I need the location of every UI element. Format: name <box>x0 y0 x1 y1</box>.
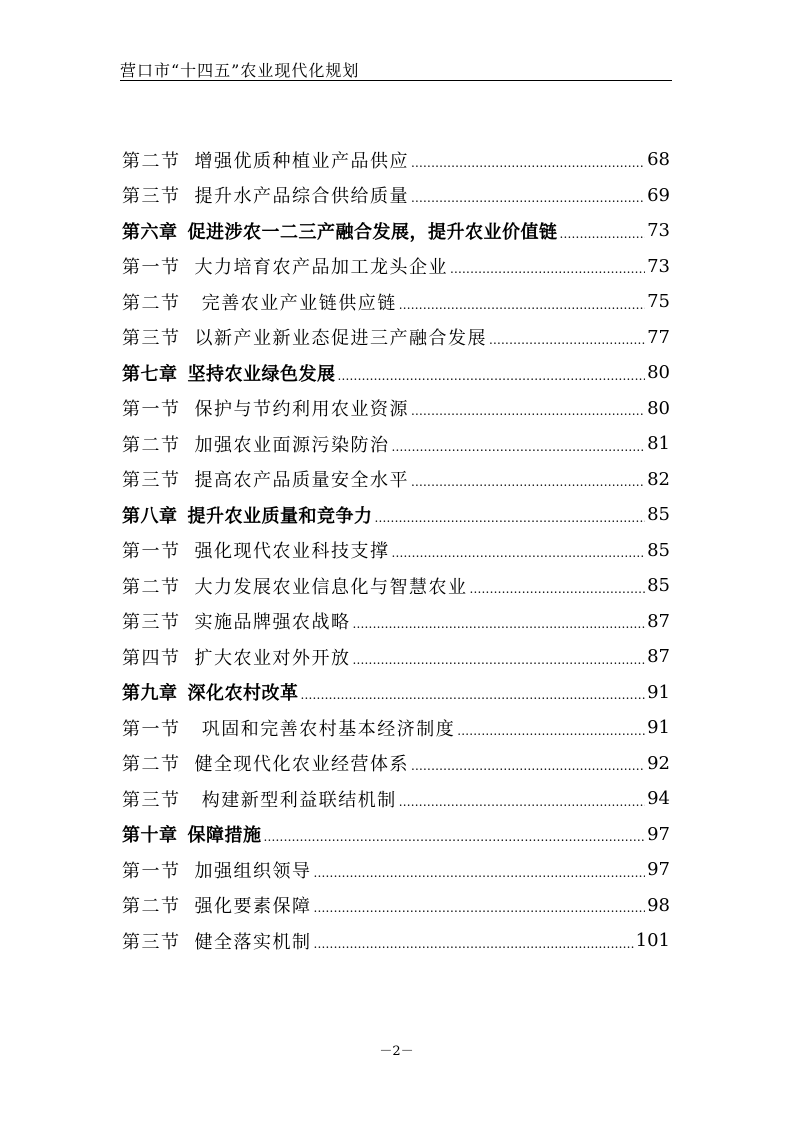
toc-page-number: 97 <box>647 859 670 881</box>
toc-entry-number: 第二节 <box>122 434 181 456</box>
toc-dot-leader <box>375 511 646 533</box>
toc-entry-number: 第三节 <box>122 328 181 350</box>
toc-chapter-entry[interactable] <box>122 497 670 533</box>
toc-entry-number: 第二节 <box>122 754 181 776</box>
toc-entry-number: 第八章 <box>122 505 178 527</box>
toc-entry-title: 健全现代化农业经营体系 <box>194 754 409 776</box>
toc-section-entry[interactable] <box>122 568 670 604</box>
toc-entry-title: 以新产业新业态促进三产融合发展 <box>194 328 487 350</box>
toc-page-number: 91 <box>647 717 670 739</box>
toc-dot-leader <box>411 759 645 781</box>
toc-page-number: 97 <box>647 823 670 845</box>
toc-entry-number: 第七章 <box>122 363 178 385</box>
toc-page-number: 92 <box>647 752 670 774</box>
toc-entry-title: 深化农村改革 <box>187 683 299 705</box>
toc-dot-leader <box>314 937 634 959</box>
toc-section-entry[interactable] <box>122 320 670 356</box>
toc-entry-title: 构建新型利益联结机制 <box>194 789 397 811</box>
toc-dot-leader <box>314 866 646 888</box>
toc-dot-leader <box>392 546 646 568</box>
toc-page-number: 80 <box>647 362 670 384</box>
toc-section-entry[interactable] <box>122 710 670 746</box>
toc-page-number: 81 <box>647 433 670 455</box>
toc-entry-title: 强化要素保障 <box>194 896 312 918</box>
running-header: 营口市“十四五”农业现代化规划 <box>120 61 360 80</box>
toc-page-number: 80 <box>647 397 670 419</box>
toc-entry-title: 提升农业质量和竞争力 <box>187 505 373 527</box>
toc-section-entry[interactable] <box>122 604 670 640</box>
toc-entry-number: 第一节 <box>122 541 181 563</box>
toc-entry-number: 第三节 <box>122 612 181 634</box>
toc-dot-leader <box>264 830 646 852</box>
toc-page-number: 87 <box>647 646 670 668</box>
toc-entry-number: 第二节 <box>122 896 181 918</box>
toc-entry-number: 第一节 <box>122 718 181 740</box>
toc-entry-title: 加强组织领导 <box>194 860 312 882</box>
toc-page-number: 69 <box>647 184 670 206</box>
toc-section-entry[interactable] <box>122 142 670 178</box>
header-divider <box>120 80 672 81</box>
toc-entry-number: 第九章 <box>122 683 178 705</box>
table-of-contents <box>122 142 670 959</box>
toc-dot-leader <box>411 404 645 426</box>
toc-entry-number: 第三节 <box>122 789 181 811</box>
toc-section-entry[interactable] <box>122 391 670 427</box>
toc-section-entry[interactable] <box>122 426 670 462</box>
toc-entry-title: 扩大农业对外开放 <box>194 647 351 669</box>
toc-dot-leader <box>392 440 646 462</box>
toc-entry-number: 第三节 <box>122 931 181 953</box>
toc-dot-leader <box>399 795 645 817</box>
toc-section-entry[interactable] <box>122 249 670 285</box>
toc-dot-leader <box>314 901 646 923</box>
toc-page-number: 101 <box>635 930 670 952</box>
toc-section-entry[interactable] <box>122 178 670 214</box>
toc-entry-number: 第六章 <box>122 221 178 243</box>
toc-chapter-entry[interactable] <box>122 675 670 711</box>
toc-entry-title: 提升水产品综合供给质量 <box>194 186 409 208</box>
toc-page-number: 87 <box>647 610 670 632</box>
toc-page-number: 77 <box>647 326 670 348</box>
toc-section-entry[interactable] <box>122 852 670 888</box>
toc-entry-title: 强化现代农业科技支撑 <box>194 541 390 563</box>
toc-entry-title: 巩固和完善农村基本经济制度 <box>194 718 456 740</box>
toc-dot-leader <box>411 191 645 213</box>
toc-section-entry[interactable] <box>122 923 670 959</box>
toc-section-entry[interactable] <box>122 781 670 817</box>
toc-entry-number: 第四节 <box>122 647 181 669</box>
page-number: －2－ <box>379 1044 414 1059</box>
toc-dot-leader <box>457 724 645 746</box>
toc-entry-title: 完善农业产业链供应链 <box>194 292 397 314</box>
toc-dot-leader <box>450 262 645 284</box>
toc-dot-leader <box>338 369 646 391</box>
toc-entry-title: 实施品牌强农战略 <box>194 612 351 634</box>
toc-section-entry[interactable] <box>122 888 670 924</box>
toc-entry-number: 第二节 <box>122 150 181 172</box>
toc-dot-leader <box>301 688 646 710</box>
toc-entry-title: 坚持农业绿色发展 <box>187 363 336 385</box>
toc-entry-title: 加强农业面源污染防治 <box>194 434 390 456</box>
toc-entry-number: 第十章 <box>122 825 178 847</box>
toc-dot-leader <box>353 653 646 675</box>
toc-entry-number: 第二节 <box>122 292 181 314</box>
toc-chapter-entry[interactable] <box>122 817 670 853</box>
toc-section-entry[interactable] <box>122 462 670 498</box>
toc-entry-number: 第三节 <box>122 470 181 492</box>
toc-page-number: 85 <box>647 539 670 561</box>
toc-page-number: 91 <box>647 681 670 703</box>
toc-dot-leader <box>353 617 646 639</box>
toc-section-entry[interactable] <box>122 284 670 320</box>
toc-section-entry[interactable] <box>122 533 670 569</box>
toc-page-number: 68 <box>647 149 670 171</box>
toc-entry-number: 第一节 <box>122 257 181 279</box>
toc-dot-leader <box>470 582 646 604</box>
toc-chapter-entry[interactable] <box>122 355 670 391</box>
toc-page-number: 85 <box>647 575 670 597</box>
toc-page-number: 73 <box>647 255 670 277</box>
toc-page-number: 98 <box>647 894 670 916</box>
toc-dot-leader <box>560 227 646 249</box>
toc-section-entry[interactable] <box>122 746 670 782</box>
toc-entry-title: 保障措施 <box>187 825 262 847</box>
toc-dot-leader <box>489 333 645 355</box>
toc-page-number: 75 <box>647 291 670 313</box>
toc-dot-leader <box>399 298 645 320</box>
toc-entry-title: 健全落实机制 <box>194 931 312 953</box>
toc-dot-leader <box>411 475 645 497</box>
toc-page-number: 94 <box>647 788 670 810</box>
toc-entry-title: 提高农产品质量安全水平 <box>194 470 409 492</box>
toc-section-entry[interactable] <box>122 639 670 675</box>
toc-entry-number: 第二节 <box>122 576 181 598</box>
toc-entry-title: 大力发展农业信息化与智慧农业 <box>194 576 468 598</box>
toc-page-number: 73 <box>647 220 670 242</box>
toc-entry-title: 增强优质种植业产品供应 <box>194 150 409 172</box>
toc-chapter-entry[interactable] <box>122 213 670 249</box>
toc-entry-title: 保护与节约利用农业资源 <box>194 399 409 421</box>
toc-entry-number: 第一节 <box>122 860 181 882</box>
toc-entry-title: 大力培育农产品加工龙头企业 <box>194 257 448 279</box>
toc-page-number: 82 <box>647 468 670 490</box>
toc-page-number: 85 <box>647 504 670 526</box>
toc-entry-number: 第一节 <box>122 399 181 421</box>
toc-dot-leader <box>411 156 645 178</box>
toc-entry-number: 第三节 <box>122 186 181 208</box>
toc-entry-title: 促进涉农一二三产融合发展，提升农业价值链 <box>187 221 558 243</box>
